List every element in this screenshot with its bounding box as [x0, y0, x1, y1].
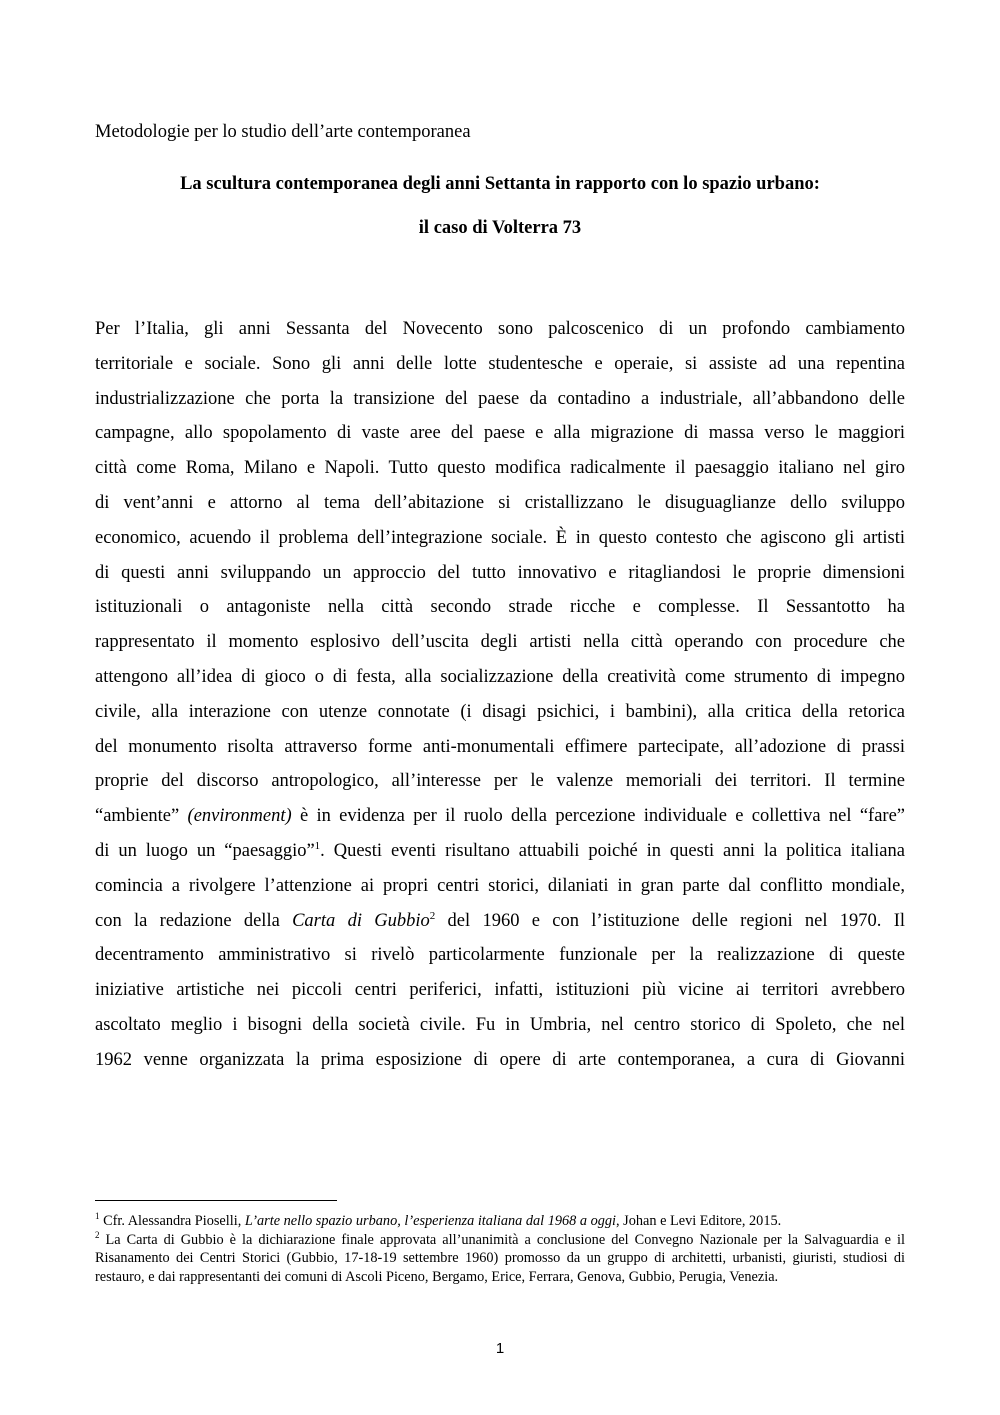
body-line: comincia a rivolgere l’attenzione ai propri centri storici, dilaniati in gran parte dal conflitto mondiale, — [95, 875, 905, 896]
footnote-ref-1[interactable]: 1 — [314, 839, 321, 852]
title-line-1: La scultura contemporanea degli anni Settanta in rapporto con lo spazio urbano: — [180, 174, 820, 194]
body-line: ascoltato meglio i bisogni della società civile. Fu in Umbria, nel centro storico di Spoleto, che nel — [95, 1014, 905, 1035]
footnote-number: 1 — [95, 1211, 100, 1222]
footnote-ref-2[interactable]: 2 — [429, 909, 436, 922]
body-line: di questi anni sviluppando un approccio del tutto innovativo e ritagliandosi le proprie dimensioni — [95, 562, 905, 583]
footnote-book-title: L’arte nello spazio urbano, l’esperienza italiana dal 1968 a oggi — [244, 1213, 617, 1229]
body-line: territoriale e sociale. Sono gli anni delle lotte studentesche e operaie, si assiste ad una repentina — [95, 353, 905, 374]
body-line: civile, alla interazione con utenze connotate (i disagi psichici, i bambini), alla critica della retorica — [95, 701, 905, 722]
body-line: di vent’anni e attorno al tema dell’abitazione si cristallizzano le disuguaglianze dello sviluppo — [95, 492, 905, 513]
body-line: campagne, allo spopolamento di vaste aree del paese e alla migrazione di massa verso le maggiori — [95, 423, 905, 444]
body-line — [95, 799, 905, 834]
footnote-number: 2 — [95, 1229, 100, 1240]
body-line: istituzionali o antagoniste nella città secondo strade ricche e complesse. Il Sessantotto ha — [95, 597, 905, 618]
body-line — [95, 904, 905, 939]
footnote-1 — [95, 1212, 905, 1231]
body-line: economico, acuendo il problema dell’integrazione sociale. È in questo contesto che agiscono gli artisti — [95, 527, 905, 548]
page-number: 1 — [495, 1340, 505, 1357]
footnote-2 — [95, 1231, 905, 1287]
body-line: del monumento risolta attraverso forme anti-monumentali effimere partecipate, all’adozione di prassi — [95, 736, 905, 757]
footnote-text: Cfr. Alessandra Pioselli, — [99, 1213, 245, 1229]
body-line: decentramento amministrativo si rivelò particolarmente funzionale per la realizzazione di queste — [95, 945, 905, 966]
text-segment: “ambiente” — [95, 806, 188, 827]
title-line-2: il caso di Volterra 73 — [418, 218, 582, 238]
body-line — [95, 834, 905, 869]
body-line: 1962 venne organizzata la prima esposizione di opere di arte contemporanea, a cura di Giovanni — [95, 1049, 905, 1070]
text-segment: di un luogo un “paesaggio” — [95, 840, 315, 861]
body-line: città come Roma, Milano e Napoli. Tutto questo modifica radicalmente il paesaggio italiano nel giro — [95, 458, 905, 479]
body-line: proprie del discorso antropologico, all’interesse per le valenze memoriali dei territori. Il termine — [95, 771, 905, 792]
text-segment: con la redazione della — [95, 910, 293, 931]
course-heading: Metodologie per lo studio dell’arte contemporanea — [95, 122, 471, 142]
italic-term: (environment) — [187, 806, 292, 827]
footnote-text: La Carta di Gubbio è la dichiarazione finale approvata all’unanimità a conclusione del Convegno Nazionale per la Salvaguardia e il Risanamento dei Centri Storici (Gubbio, 17-18-19 settembre 1960) promosso da un gruppo di architetti, urbanisti, giuristi, studiosi di restauro, e dai rappresentanti dei comuni di Ascoli Piceno, Bergamo, Erice, Ferrara, Genova, Gubbio, Perugia, Venezia. — [95, 1231, 905, 1285]
body-line: rappresentato il momento esplosivo dell’uscita degli artisti nella città operando con procedure che — [95, 632, 905, 653]
footnote-text: , Johan e Levi Editore, 2015. — [616, 1213, 782, 1229]
italic-title: Carta di Gubbio — [292, 910, 430, 931]
text-segment: . Questi eventi risultano attuabili poiché in questi anni la politica italiana — [320, 840, 905, 861]
text-segment: è in evidenza per il ruolo della percezione individuale e collettiva nel “fare” — [291, 806, 905, 827]
body-line: attengono all’idea di gioco o di festa, alla socializzazione della creatività come strumento di impegno — [95, 666, 905, 687]
body-line: industrializzazione che porta la transizione del paese da contadino a industriale, all’abbandono delle — [95, 388, 905, 409]
text-segment: del 1960 e con l’istituzione delle regioni nel 1970. Il — [435, 910, 905, 931]
body-paragraph — [95, 312, 905, 1078]
body-line: iniziative artistiche nei piccoli centri periferici, infatti, istituzioni più vicine ai territori avrebbero — [95, 980, 905, 1001]
footnote-separator — [95, 1200, 337, 1201]
footnotes — [95, 1212, 905, 1286]
body-line: Per l’Italia, gli anni Sessanta del Novecento sono palcoscenico di un profondo cambiamento — [95, 319, 905, 339]
